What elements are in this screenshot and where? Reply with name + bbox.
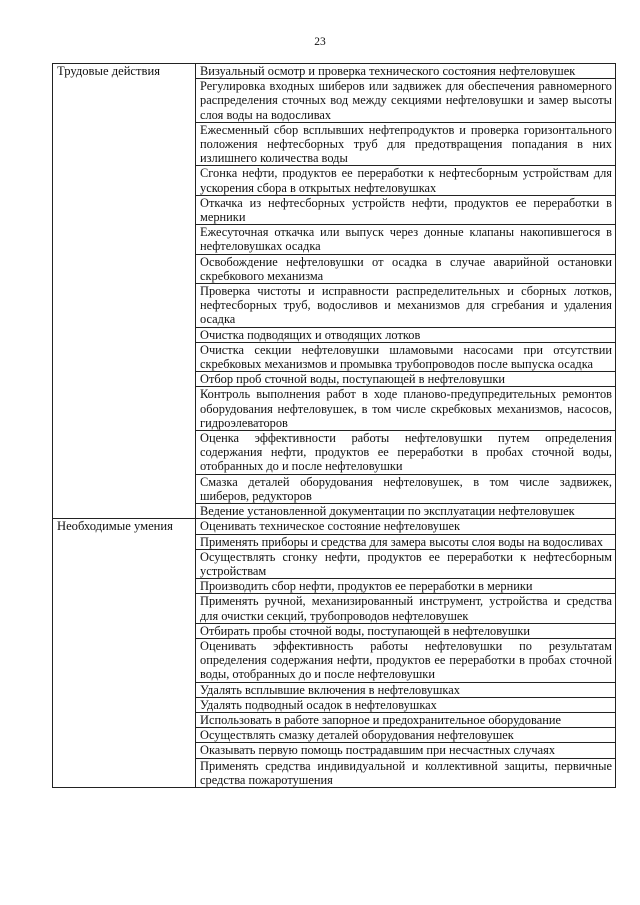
section-item: Применять приборы и средства для замера высоты слоя воды на водосливах <box>196 534 616 549</box>
section-item: Очистка подводящих и отводящих лотков <box>196 327 616 342</box>
section-item: Удалять всплывшие включения в нефтеловушках <box>196 682 616 697</box>
competency-table <box>52 63 616 788</box>
section-item: Использовать в работе запорное и предохранительное оборудование <box>196 712 616 727</box>
section-category: Необходимые умения <box>53 519 196 788</box>
section-item: Оценка эффективности работы нефтеловушки путем определения содержания нефти, продуктов ее переработки в пробах сточной воды, отобранных до и после нефтеловушки <box>196 431 616 475</box>
table-body <box>53 64 616 788</box>
section-item: Отбор проб сточной воды, поступающей в нефтеловушки <box>196 372 616 387</box>
section-item: Применять ручной, механизированный инструмент, устройства и средства для очистки секций, трубопроводов нефтеловушек <box>196 594 616 623</box>
section-item: Ежесменный сбор всплывших нефтепродуктов и проверка горизонтального положения нефтесборных труб для предотвращения попадания в них излишнего количества воды <box>196 122 616 166</box>
section-item: Осуществлять сгонку нефти, продуктов ее переработки к нефтесборным устройствам <box>196 549 616 578</box>
table-row <box>53 519 616 534</box>
section-item: Сгонка нефти, продуктов ее переработки к нефтесборным устройствам для ускорения сбора в открытых нефтеловушках <box>196 166 616 195</box>
section-item: Осуществлять смазку деталей оборудования нефтеловушек <box>196 728 616 743</box>
section-item: Отбирать пробы сточной воды, поступающей в нефтеловушки <box>196 623 616 638</box>
page-number: 23 <box>314 36 326 48</box>
section-item: Откачка из нефтесборных устройств нефти, продуктов ее переработки в мерники <box>196 195 616 224</box>
section-item: Оценивать техническое состояние нефтеловушек <box>196 519 616 534</box>
section-item: Освобождение нефтеловушки от осадка в случае аварийной остановки скребкового механизма <box>196 254 616 283</box>
section-item: Производить сбор нефти, продуктов ее переработки в мерники <box>196 579 616 594</box>
section-item: Оказывать первую помощь пострадавшим при несчастных случаях <box>196 743 616 758</box>
section-item: Визуальный осмотр и проверка технического состояния нефтеловушек <box>196 64 616 79</box>
section-item: Ежесуточная откачка или выпуск через донные клапаны накопившегося в нефтеловушках осадка <box>196 225 616 254</box>
section-item: Применять средства индивидуальной и коллективной защиты, первичные средства пожаротушения <box>196 758 616 787</box>
section-item: Удалять подводный осадок в нефтеловушках <box>196 697 616 712</box>
section-item: Ведение установленной документации по эксплуатации нефтеловушек <box>196 504 616 519</box>
section-item: Очистка секции нефтеловушки шламовыми насосами при отсутствии скребковых механизмов и промывка трубопроводов после выпуска осадка <box>196 342 616 371</box>
section-item: Контроль выполнения работ в ходе планово-предупредительных ремонтов оборудования нефтеловушек, в том числе скребковых механизмов, насосов, гидроэлеваторов <box>196 387 616 431</box>
section-item: Смазка деталей оборудования нефтеловушек, в том числе задвижек, шиберов, редукторов <box>196 474 616 503</box>
section-item: Проверка чистоты и исправности распределительных и сборных лотков, нефтесборных труб, водосливов и механизмов для сгребания и удаления осадка <box>196 284 616 328</box>
section-item: Оценивать эффективность работы нефтеловушки по результатам определения содержания нефти, продуктов ее переработки в пробах сточной воды, отобранных до и после нефтеловушки <box>196 638 616 682</box>
table-row <box>53 64 616 79</box>
section-category: Трудовые действия <box>53 64 196 519</box>
section-item: Регулировка входных шиберов или задвижек для обеспечения равномерного распределения сточных вод между секциями нефтеловушки и замер высоты слоя воды на водосливах <box>196 79 616 123</box>
